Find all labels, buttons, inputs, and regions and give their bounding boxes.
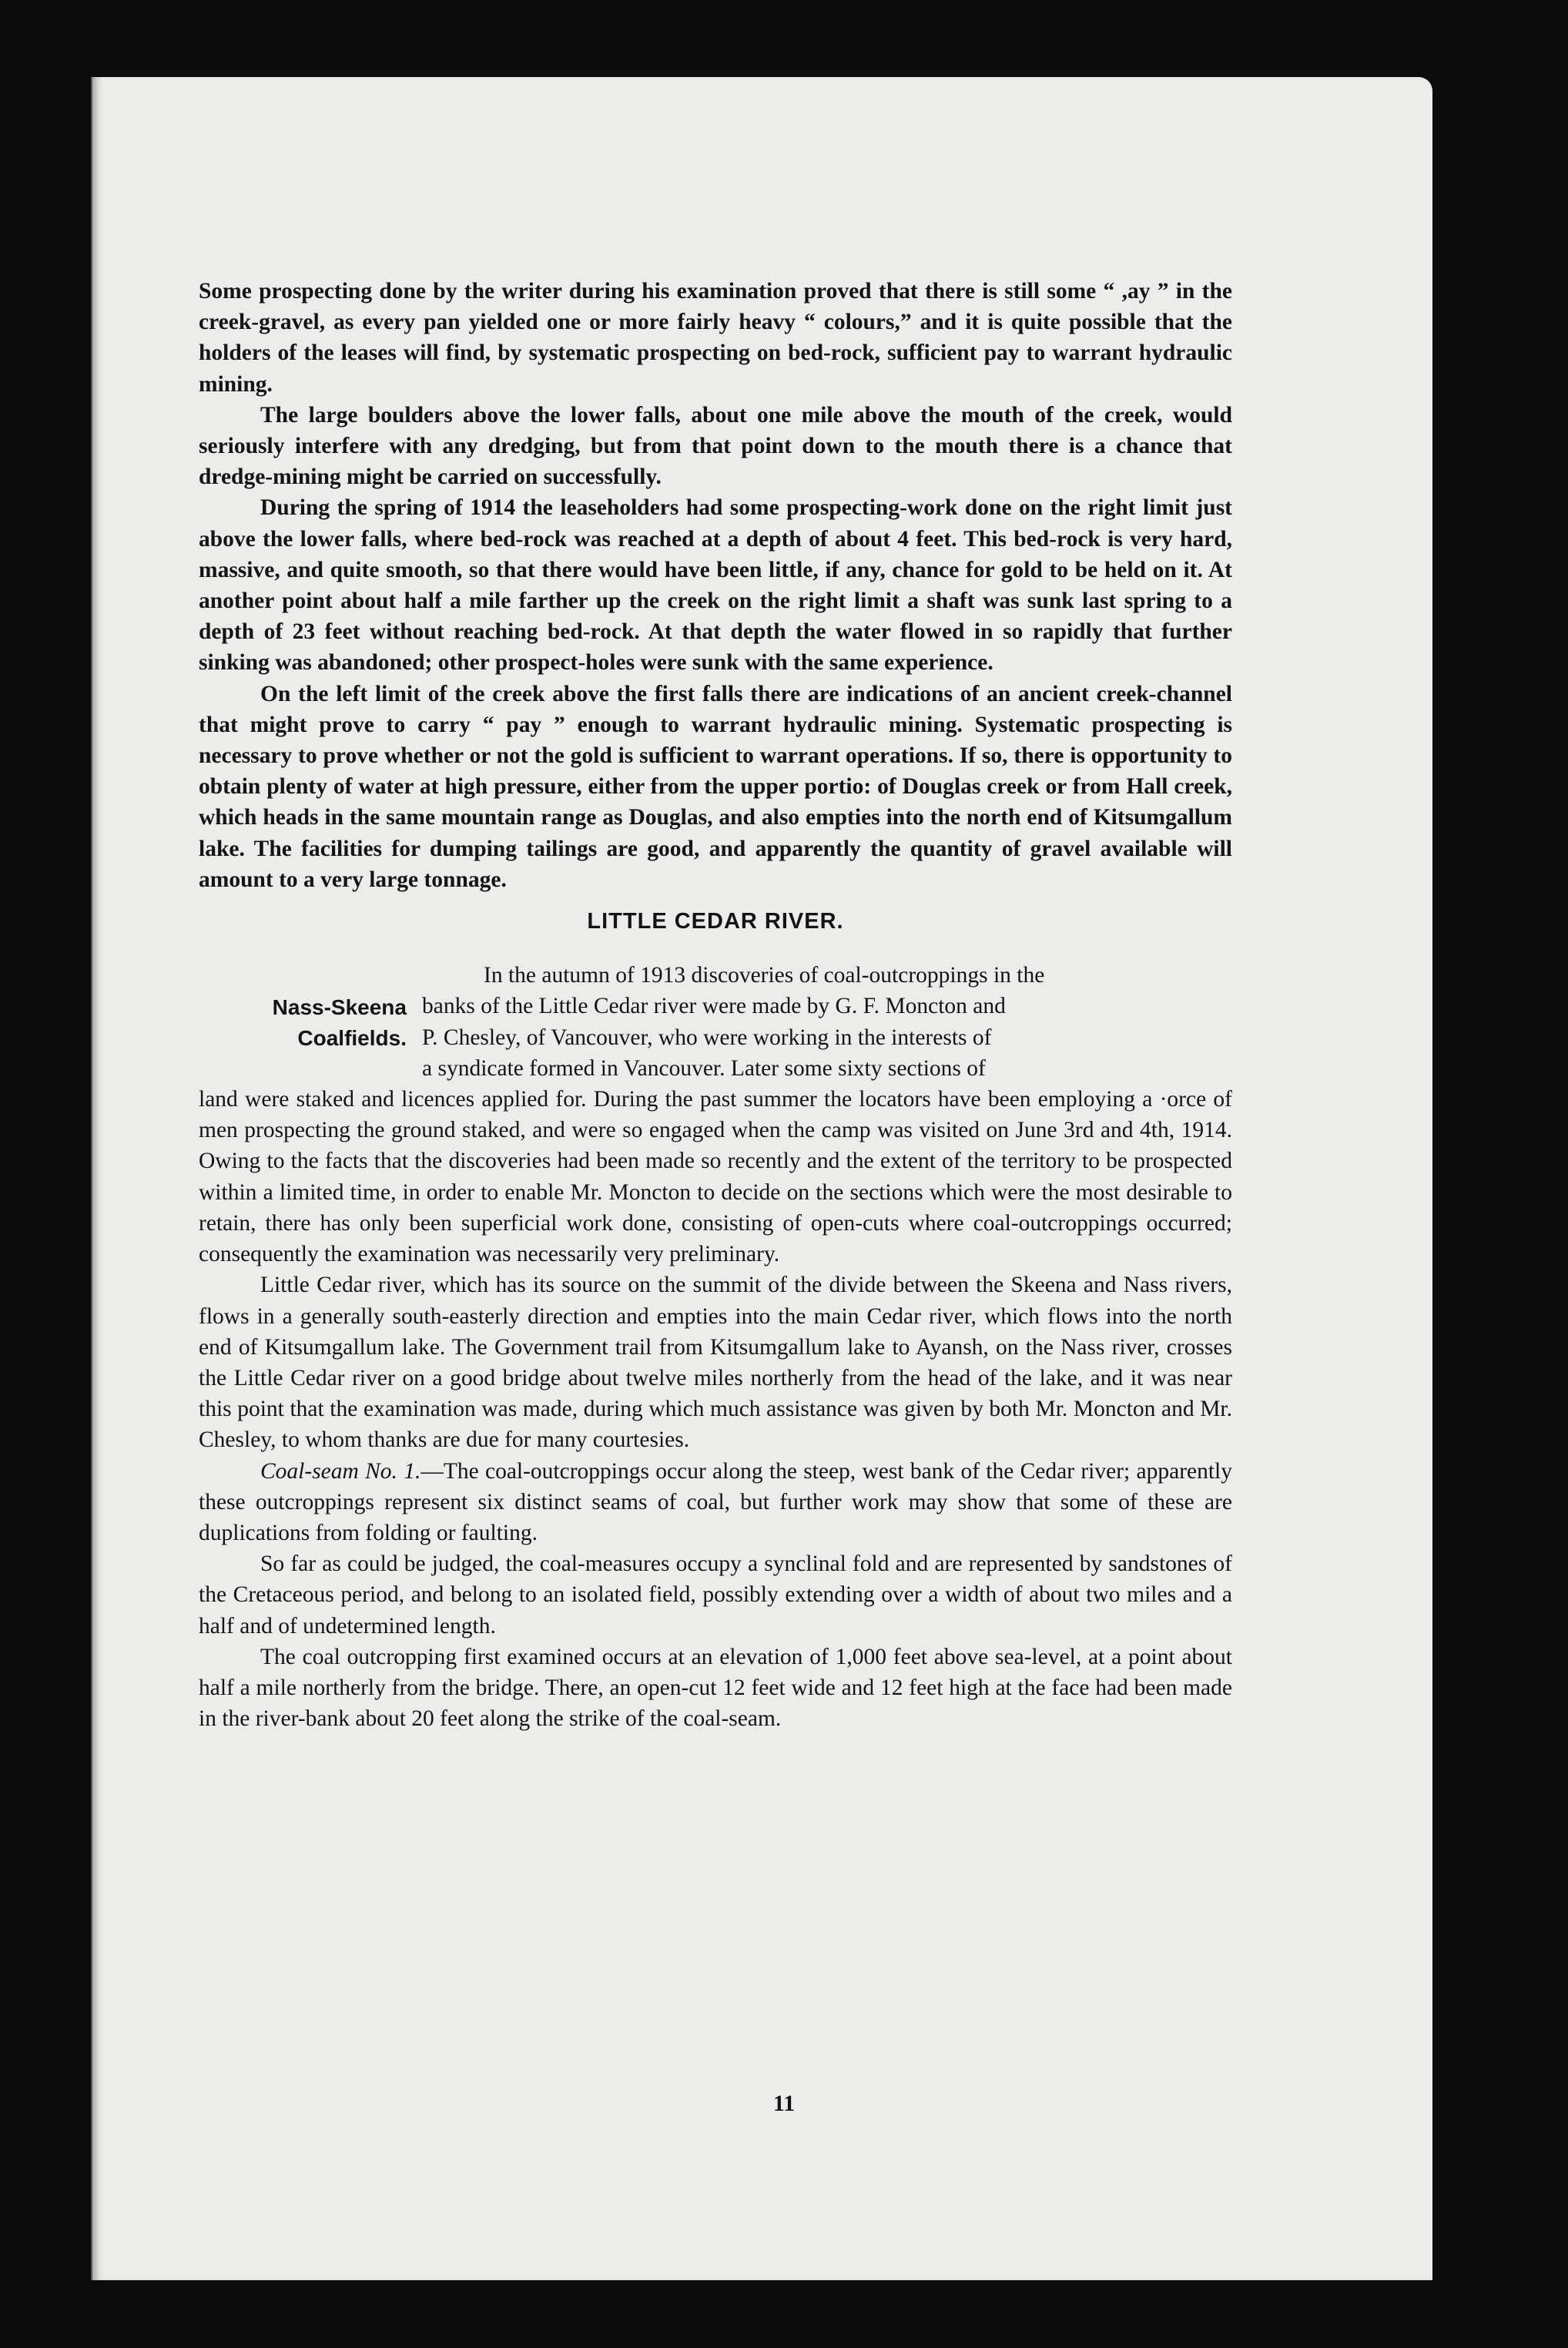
section-title: LITTLE CEDAR RIVER. — [587, 909, 844, 934]
coal-seam-text: —The coal-outcroppings occur along the steep, west bank of the Cedar river; apparently these outcroppings represent six distinct seams of coal, but further work may show that some of these are duplications from folding or faulting. — [199, 1458, 1233, 1545]
paragraph-coal-measures: So far as could be judged, the coal-measures occupy a synclinal fold and are represented by sandstones of the Cretaceous period, and belong to an isolated field, possibly extending over a width of about two miles and a half and of undetermined length. — [199, 1551, 1232, 1639]
hanging-line-3: P. Chesley, of Vancouver, who were working in the interests of — [422, 1025, 992, 1050]
sidenote — [237, 992, 407, 1054]
sidenote-line-1: Nass-Skeena — [272, 995, 407, 1020]
hanging-line-2: banks of the Little Cedar river were made by G. F. Moncton and — [422, 994, 1006, 1019]
hanging-paragraph-rest: land were staked and licences applied for. During the past summer the locators have been employing a ·orce of men prospecting the ground staked, and were so engaged when the camp was visited on June 3rd and 4th, 1914. Owing to the facts that the discoveries had been made so recently and the extent of the territory to be prospected within a limited time, in order to enable Mr. Moncton to decide on the sections which were the most desirable to retain, there has only been superficial work done, consisting of open-cuts where coal-outcroppings occurred; consequently the examination was necessarily very preliminary. — [199, 1087, 1232, 1267]
paragraph-little-cedar: Little Cedar river, which has its source on the summit of the divide between the Skeena and Nass rivers, flows in a generally south-easterly direction and empties into the main Cedar river, which flows into the north end of Kitsumgallum lake. The Government trail from Kitsumgallum lake to Ayansh, on the Nass river, crosses the Little Cedar river on a good bridge about twelve miles northerly from the head of the lake, and it was near this point that the examination was made, during which much assistance was given by both Mr. Moncton and Mr. Chesley, to whom thanks are due for many courtesies. — [199, 1273, 1232, 1453]
coal-seam-heading: Coal-seam No. 1. — [260, 1458, 421, 1484]
paragraph-coal-seam — [199, 1456, 1232, 1549]
paragraph-outcropping: The coal outcropping first examined occurs at an elevation of 1,000 feet above sea-level, at a point about half a mile northerly from the bridge. There, an open-cut 12 feet wide and 12 feet high at the face had been made in the river-bank about 20 feet along the strike of the coal-seam. — [199, 1644, 1232, 1732]
paragraph-1: Some prospecting done by the writer during his examination proved that there is still some “ ,ay ” in the creek-gravel, as every pan yielded one or more fairly heavy “ colours,” and it is quite possible that the holders of the leases will find, by systematic prospecting on bed-rock, sufficient pay to warrant hydraulic mining. — [199, 279, 1232, 397]
hanging-line-1: In the autumn of 1913 discoveries of coal-outcroppings in the — [484, 963, 1045, 988]
sidenote-line-2: Coalfields. — [297, 1026, 407, 1051]
document-body — [199, 276, 1232, 1734]
page-number: 11 — [772, 2091, 796, 2116]
paragraph-2: The large boulders above the lower falls, about one mile above the mouth of the creek, would seriously interfere with any dredging, but from that point down to the mouth there is a chance that dredge-mining might be carried on successfully. — [199, 402, 1232, 490]
sidenote-block — [199, 960, 1232, 1270]
hanging-line-4: a syndicate formed in Vancouver. Later some sixty sections of — [422, 1055, 986, 1081]
paragraph-4: On the left limit of the creek above the first falls there are indications of an ancient creek-channel that might prove to carry “ pay ” enough to warrant hydraulic mining. Systematic prospecting is necessary to prove whether or not the gold is sufficient to warrant operations. If so, there is opportunity to obtain plenty of water at high pressure, either from the upper portio: of Douglas creek or from Hall creek, which heads in the same mountain range as Douglas, and also empties into the north end of Kitsumgallum lake. The facilities for dumping tailings are good, and apparently the quantity of gravel available will amount to a very large tonnage. — [199, 681, 1232, 892]
paragraph-3: During the spring of 1914 the leaseholders had some prospecting-work done on the right limit just above the lower falls, where bed-rock was reached at a depth of about 4 feet. This bed-rock is very hard, massive, and quite smooth, so that there would have been little, if any, chance for gold to be held on it. At another point about half a mile farther up the creek on the right limit a shaft was sunk last spring to a depth of 23 feet without reaching bed-rock. At that depth the water flowed in so rapidly that further sinking was abandoned; other prospect-holes were sunk with the same experience. — [199, 495, 1232, 676]
